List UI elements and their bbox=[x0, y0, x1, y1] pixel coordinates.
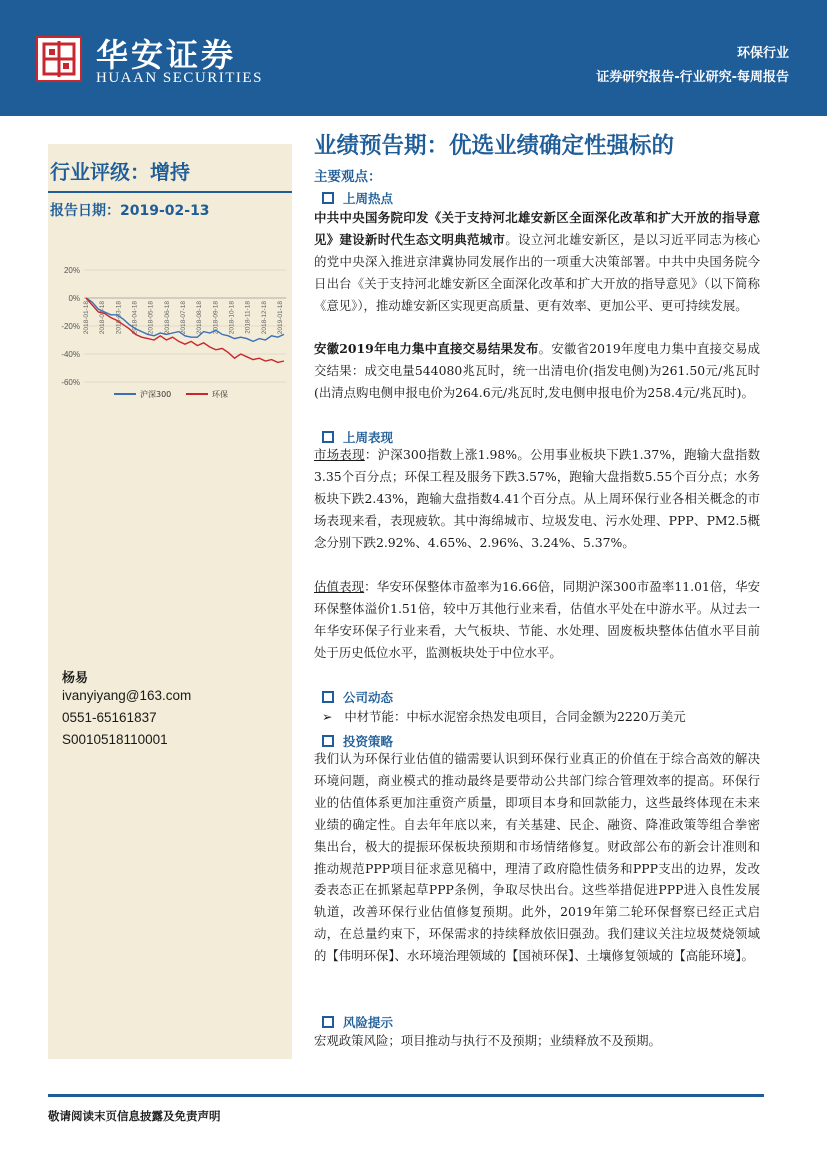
valuation-body: ：华安环保整体市盈率为16.66倍，同期沪深300市盈率11.01倍，华安环保整体溢价1.51倍，较中万其他行业来看，估值水平处在中游水平。从过去一年华安环保子行业来看，大气板块、节能、水处理、固废板块整体估值水平目前处于历史低位水平，监测板块处于中位水平。 bbox=[314, 579, 761, 660]
chart-xtick-label: 2018-10-18 bbox=[228, 301, 236, 335]
analyst-phone: 0551-65161837 bbox=[62, 710, 157, 725]
section-hot-topics bbox=[322, 189, 393, 207]
chart-xtick-label: 2018-01-18 bbox=[83, 301, 90, 335]
section-box-icon bbox=[322, 192, 334, 204]
chart-ytick-label: -40% bbox=[61, 350, 80, 359]
arrow-bullet-icon: ➢ bbox=[322, 709, 333, 724]
company-news-text: 中材节能：中标水泥窑余热发电项目，合同金额为2220万美元 bbox=[344, 709, 686, 724]
hot-topic-1 bbox=[314, 207, 760, 317]
rating-divider bbox=[48, 191, 292, 193]
report-title: 业绩预告期：优选业绩确定性强标的 bbox=[314, 133, 675, 159]
investment-strategy-text: 我们认为环保行业估值的锚需要认识到环保行业真正的价值在于综合高效的解决环境问题，商业模式的推动最终是要带动公共部门综合管理效率的提高。环保行业的估值体系更加注重资产质量，即项目本身和回款能力，这些最终体现在未来业绩的确定性。自去年年底以来，有关基建、民企、融资、降准政策等组合拳密集出台，极大的提振环保板块预期和市场情绪修复。财政部公布的新会计准则和推动规范PPP项目征求意见稿中，理清了政府隐性债务和PPP支出的边界，发改委表态正在抓紧起草PPP条例，争取尽快出台。这些举措促进PPP进入良性发展轨道，改善环保行业估值修复预期。此外，2019年第二轮环保督察已经正式启动，在总量约束下，环保需求的持续释放依旧强劲。我们建议关注垃圾焚烧领域的【伟明环保】、水环境治理领域的【国祯环保】、土壤修复领域的【高能环境】。 bbox=[314, 751, 760, 964]
section-box-icon bbox=[322, 735, 334, 747]
chart-xtick-label: 2018-07-18 bbox=[180, 301, 187, 335]
valuation-text bbox=[314, 576, 760, 664]
footer-disclaimer[interactable]: 敬请阅读末页信息披露及免责声明 bbox=[48, 1109, 221, 1123]
chart-ytick-label: 20% bbox=[63, 266, 80, 275]
section-title: 上周热点 bbox=[343, 191, 394, 206]
chart-legend-label: 沪深300 bbox=[140, 390, 172, 399]
logo-english-name: HUAAN SECURITIES bbox=[96, 70, 263, 86]
company-news-item bbox=[322, 706, 686, 728]
report-header bbox=[0, 0, 827, 116]
industry-label: 环保行业 bbox=[736, 46, 789, 61]
chart-xtick-label: 2018-04-18 bbox=[131, 301, 139, 335]
chart-xtick-label: 2018-08-18 bbox=[196, 301, 204, 335]
market-performance-text bbox=[314, 444, 760, 554]
market-label: 市场表现 bbox=[314, 447, 365, 462]
section-box-icon bbox=[322, 1016, 334, 1028]
valuation-label: 估值表现 bbox=[314, 579, 365, 594]
analyst-email[interactable]: ivanyiyang@163.com bbox=[62, 688, 192, 703]
analyst-cert-number: S0010518110001 bbox=[62, 732, 168, 747]
performance-chart bbox=[50, 260, 290, 410]
chart-xtick-label: 2019-01-18 bbox=[277, 301, 284, 335]
report-type-label: 证券研究报告-行业研究-每周报告 bbox=[596, 70, 789, 85]
risk-warning-text: 宏观政策风险；项目推动与执行不及预期；业绩释放不及预期。 bbox=[314, 1033, 661, 1048]
report-date: 报告日期：2019-02-13 bbox=[50, 203, 210, 219]
chart-svg bbox=[50, 260, 290, 410]
section-title: 公司动态 bbox=[343, 690, 394, 705]
logo-seal-icon bbox=[38, 38, 80, 80]
market-body: ：沪深300指数上涨1.98%。公用事业板块下跌1.37%，跑输大盘指数3.35个百分点；环保工程及服务下跌3.57%，跑输大盘指数5.55个百分点；水务板块下跌2.43%，跑输大盘指数4.41个百分点。从上周环保行业各相关概念的市场表现来看，表现疲软。其中海绵城市、垃圾发电、污水处理、PPP、PM2.5概念分别下跌2.92%、4.65%、2.96%、3.24%、5.37%。 bbox=[314, 447, 761, 550]
chart-xtick-label: 2018-06-18 bbox=[163, 301, 171, 335]
chart-xtick-label: 2018-12-18 bbox=[260, 301, 268, 335]
analyst-name: 杨易 bbox=[62, 671, 89, 686]
section-company-news bbox=[322, 688, 393, 706]
section-title: 上周表现 bbox=[343, 430, 394, 445]
chart-xtick-label: 2018-11-18 bbox=[244, 301, 252, 334]
chart-xtick-label: 2018-02-18 bbox=[99, 301, 107, 335]
hot-topic-2 bbox=[314, 338, 760, 404]
hot-topic-1-headline: 中共中央国务院印发《关于支持河北雄安新区全面深化改革和扩大开放的指导意见》建设新时代生态文明典范城市 bbox=[314, 210, 760, 247]
hot-topic-2-headline: 安徽2019年电力集中直接交易结果发布 bbox=[314, 341, 539, 356]
section-title: 投资策略 bbox=[343, 734, 394, 749]
chart-xtick-label: 2018-05-18 bbox=[147, 301, 155, 335]
chart-legend-label: 环保 bbox=[212, 390, 228, 399]
chart-xtick-label: 2018-03-18 bbox=[115, 301, 123, 335]
hot-topic-1-body: 。设立河北雄安新区，是以习近平同志为核心的党中央深入推进京津冀协同发展作出的一项重大决策部署。中共中央国务院今日出台《关于支持河北雄安新区全面深化改革和扩大开放的指导意见》（以下简称《意见》），推动雄安新区实现更高质量、更有效率、更加公平、更可持续发展。 bbox=[314, 231, 761, 313]
chart-ytick-label: 0% bbox=[68, 294, 80, 303]
company-logo-icon bbox=[36, 36, 82, 82]
chart-ytick-label: -20% bbox=[61, 322, 80, 331]
section-title: 风险提示 bbox=[343, 1015, 394, 1030]
main-points-label: 主要观点： bbox=[314, 169, 382, 185]
chart-ytick-label: -60% bbox=[61, 378, 80, 387]
section-box-icon bbox=[322, 431, 334, 443]
industry-rating: 行业评级：增持 bbox=[50, 160, 190, 184]
footer-divider bbox=[48, 1094, 764, 1097]
section-risk-warning bbox=[322, 1013, 393, 1031]
logo-chinese-name: 华安证券 bbox=[96, 36, 237, 74]
hot-topic-2-body: 。安徽省2019年度电力集中直接交易成交结果：成交电量544080兆瓦时，统一出清电价(指发电侧)为261.50元/兆瓦时(出清点购电侧申报电价为264.6元/兆瓦时,发电侧申报电价为258.4元/兆瓦时)。 bbox=[314, 341, 760, 400]
section-box-icon bbox=[322, 691, 334, 703]
chart-xtick-label: 2018-09-18 bbox=[212, 301, 220, 335]
